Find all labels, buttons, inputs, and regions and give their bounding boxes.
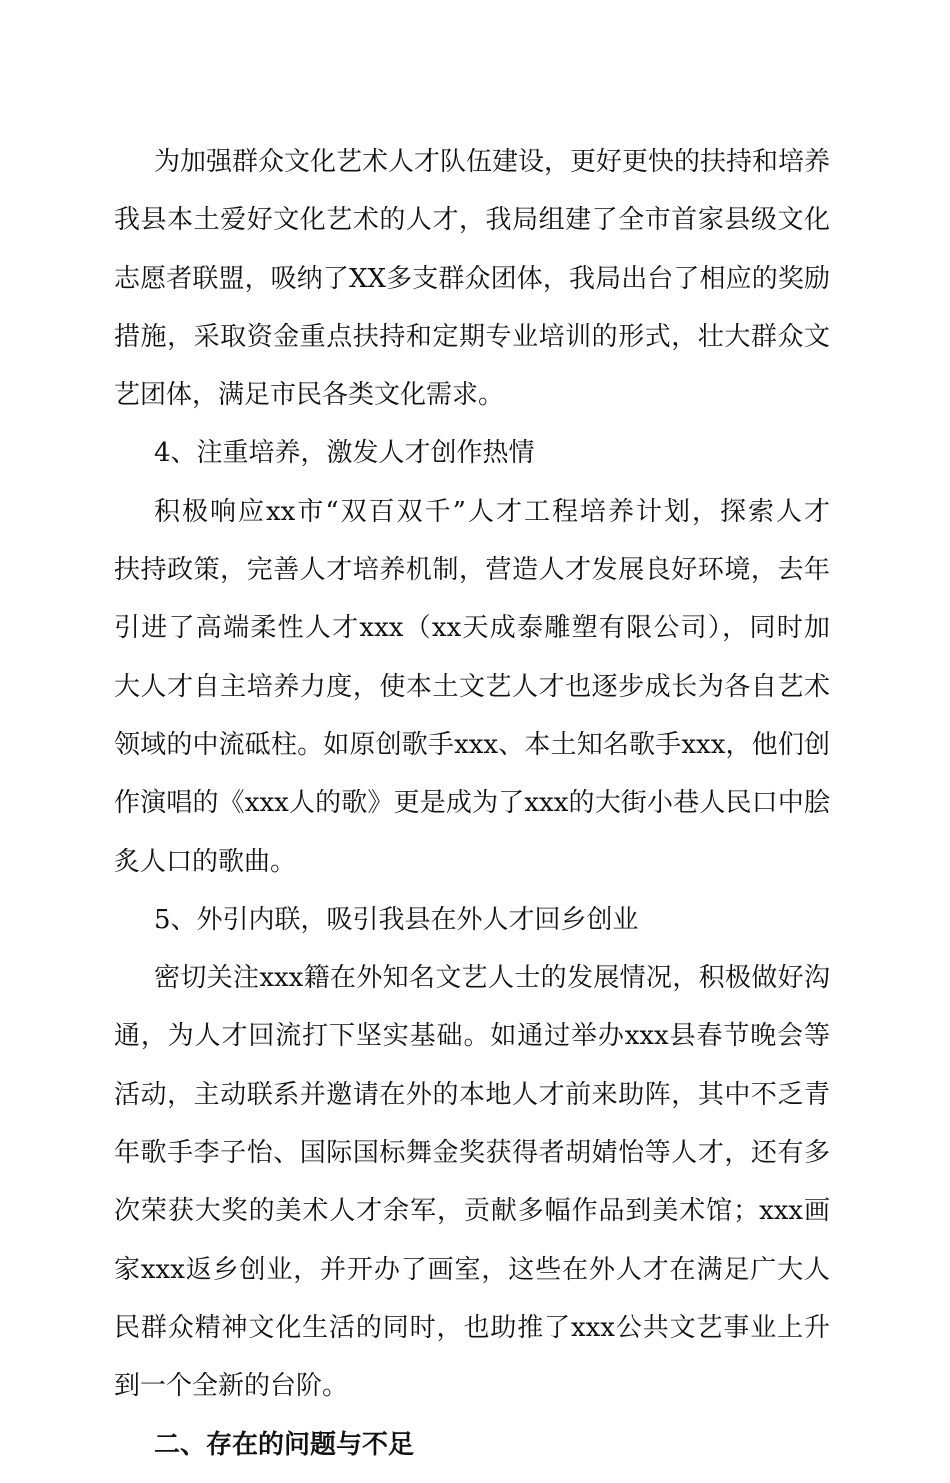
paragraph-line: 通，为人才回流打下坚实基础。如通过举办xxx县春节晚会等 xyxy=(114,1021,830,1052)
paragraph-line: 大人才自主培养力度，使本土文艺人才也逐步成长为各自艺术 xyxy=(114,671,830,702)
paragraph-line: 民群众精神文化生活的同时，也助推了xxx公共文艺事业上升 xyxy=(114,1312,830,1343)
paragraph-line: 炙人口的歌曲。 xyxy=(114,846,297,877)
paragraph-line: 我县本土爱好文化艺术的人才，我局组建了全市首家县级文化 xyxy=(114,205,830,236)
subheading: 5、外引内联，吸引我县在外人才回乡创业 xyxy=(154,904,639,935)
paragraph-line: 次荣获大奖的美术人才余军，贡献多幅作品到美术馆；xxx画 xyxy=(114,1196,830,1227)
paragraph-line: 扶持政策，完善人才培养机制，营造人才发展良好环境，去年 xyxy=(114,555,830,586)
paragraph-line: 志愿者联盟，吸纳了XX多支群众团体，我局出台了相应的奖励 xyxy=(114,263,830,294)
paragraph-line: 艺团体，满足市民各类文化需求。 xyxy=(114,380,505,411)
paragraph-line: 活动，主动联系并邀请在外的本地人才前来助阵，其中不乏青 xyxy=(114,1079,830,1110)
paragraph-line: 年歌手李子怡、国际国标舞金奖获得者胡婧怡等人才，还有多 xyxy=(114,1138,830,1169)
paragraph-line: 为加强群众文化艺术人才队伍建设，更好更快的扶持和培养 xyxy=(154,147,831,177)
subheading: 4、注重培养，激发人才创作热情 xyxy=(154,438,535,469)
paragraph-line: 到一个全新的台阶。 xyxy=(114,1371,349,1402)
paragraph-line: 家xxx返乡创业，并开办了画室，这些在外人才在满足广大人 xyxy=(114,1254,830,1285)
paragraph-line: 领域的中流砥柱。如原创歌手xxx、本土知名歌手xxx，他们创 xyxy=(114,729,830,760)
paragraph-line: 密切关注xxx籍在外知名文艺人士的发展情况，积极做好沟 xyxy=(154,963,830,994)
section-heading: 二、存在的问题与不足 xyxy=(154,1429,415,1460)
paragraph-line: 积极响应xx市“双百双千”人才工程培养计划，探索人才 xyxy=(154,496,830,527)
paragraph-line: 措施，采取资金重点扶持和定期专业培训的形式，壮大群众文 xyxy=(114,321,830,352)
document-body xyxy=(114,142,830,1483)
paragraph-line: 引进了高端柔性人才xxx（xx天成泰雕塑有限公司），同时加 xyxy=(114,613,830,644)
paragraph-line: 作演唱的《xxx人的歌》更是成为了xxx的大街小巷人民口中脍 xyxy=(114,788,830,819)
